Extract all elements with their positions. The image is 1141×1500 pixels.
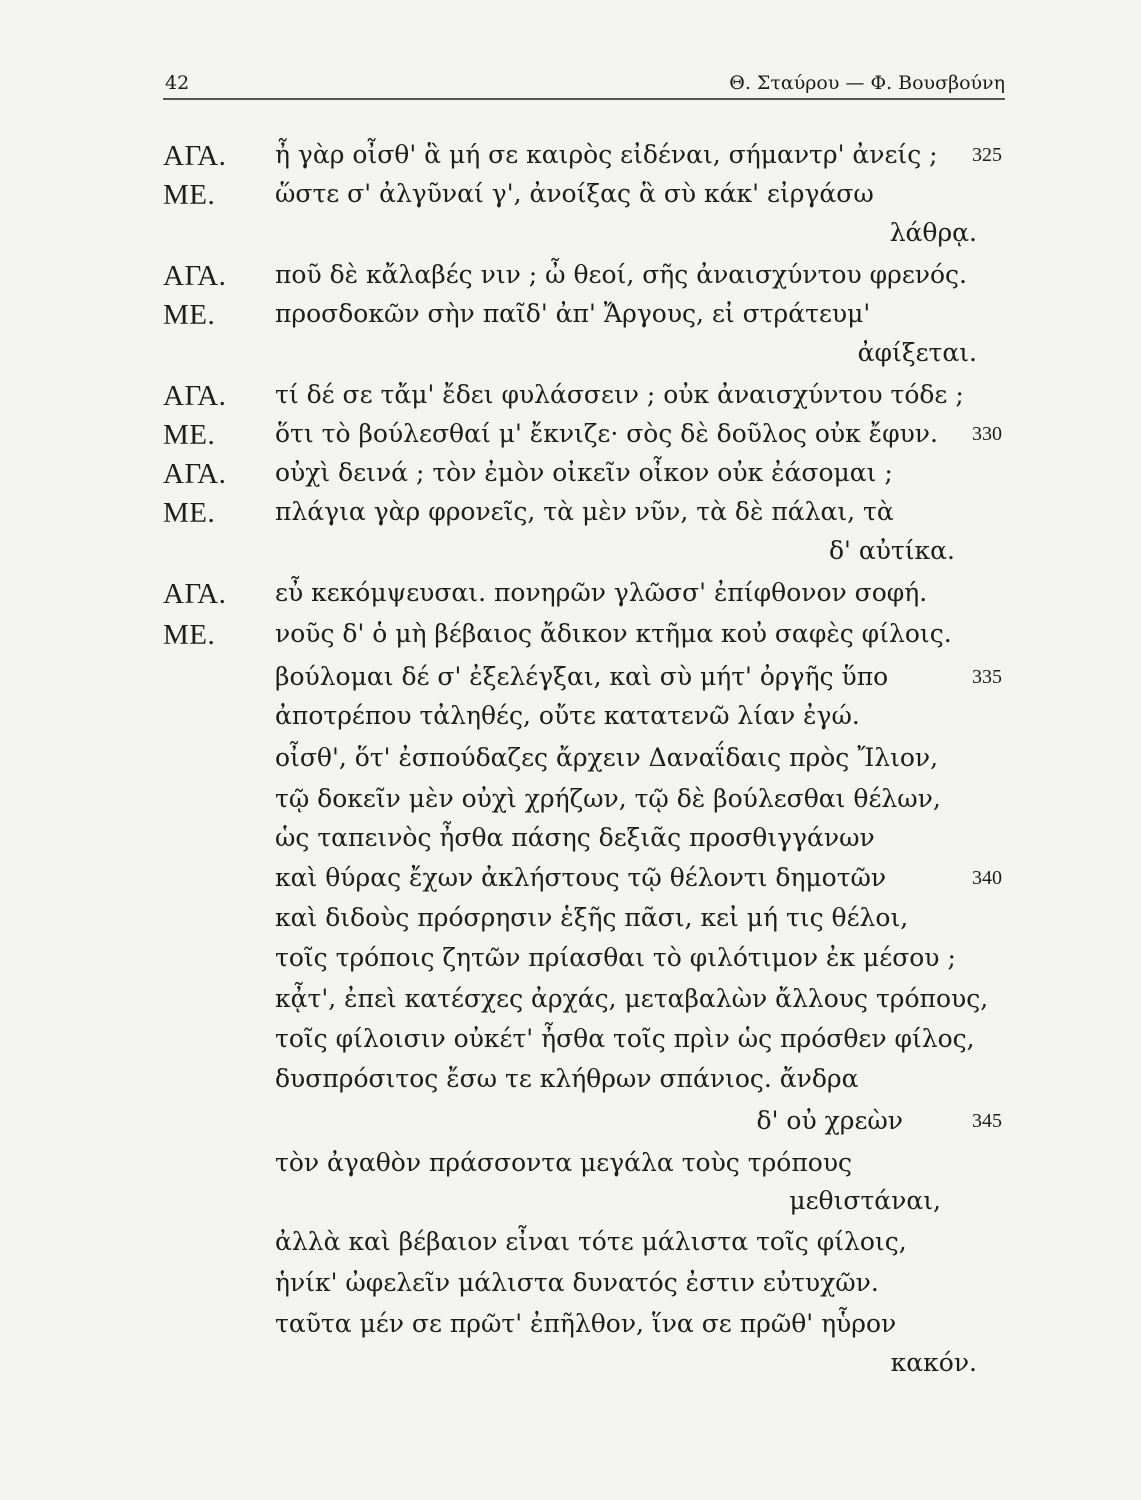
verse-text: εὖ κεκόμψευσαι. πονηρῶν γλῶσσ' ἐπίφθονον σοφή. (275, 578, 928, 607)
verse-text-continuation: μεθιστάναι, (789, 1186, 941, 1215)
verse-line (0, 619, 1141, 655)
verse-line (0, 218, 1141, 254)
page-header (163, 72, 1005, 98)
verse-line (0, 1024, 1141, 1060)
line-number: 330 (972, 423, 1002, 445)
verse-line (0, 1064, 1141, 1100)
line-number: 325 (972, 144, 1002, 166)
verse-text-continuation: ἀφίξεται. (857, 338, 977, 367)
speaker-label: ΑΓΑ. (163, 380, 227, 412)
verse-text: τῷ δοκεῖν μὲν οὐχὶ χρήζων, τῷ δὲ βούλεσθαι θέλων, (275, 784, 941, 813)
running-head: Θ. Σταύρου — Φ. Βουσβούνη (729, 72, 1005, 94)
verse-line (0, 536, 1141, 572)
line-number: 340 (972, 867, 1002, 889)
verse-line (0, 1309, 1141, 1345)
verse-text: τί δέ σε τἄμ' ἔδει φυλάσσειν ; οὐκ ἀναισχύντου τόδε ; (275, 380, 964, 409)
speaker-label: ΜΕ. (163, 497, 216, 529)
verse-text: ἡνίκ' ὠφελεῖν μάλιστα δυνατός ἐστιν εὐτυχῶν. (275, 1268, 879, 1297)
speaker-label: ΜΕ. (163, 419, 216, 451)
verse-text: δυσπρόσιτος ἔσω τε κλήθρων σπάνιος. ἄνδρα (275, 1064, 859, 1093)
verse-line (0, 338, 1141, 374)
verse-text: οὐχὶ δεινά ; τὸν ἐμὸν οἰκεῖν οἶκον οὐκ ἐάσομαι ; (275, 458, 893, 487)
verse-line (0, 984, 1141, 1020)
verse-line (0, 903, 1141, 939)
verse-line (0, 497, 1141, 533)
speaker-label: ΜΕ. (163, 299, 216, 331)
verse-text-continuation: λάθρᾳ. (889, 218, 977, 247)
verse-line (0, 419, 1141, 455)
verse-text: ἀποτρέπου τἀληθές, οὔτε κατατενῶ λίαν ἐγώ. (275, 701, 860, 730)
verse-line (0, 784, 1141, 820)
verse-text: προσδοκῶν σὴν παῖδ' ἀπ' Ἄργους, εἰ στράτευμ' (275, 299, 871, 328)
verse-text-continuation: κακόν. (890, 1348, 977, 1377)
verse-line (0, 662, 1141, 698)
verse-line (0, 578, 1141, 614)
verse-text: ἀλλὰ καὶ βέβαιον εἶναι τότε μάλιστα τοῖς φίλοις, (275, 1227, 907, 1256)
page-number: 42 (165, 72, 190, 94)
verse-line (0, 260, 1141, 296)
line-number: 335 (972, 666, 1002, 688)
verse-line (0, 743, 1141, 779)
verse-text: κᾆτ', ἐπεὶ κατέσχες ἀρχάς, μεταβαλὼν ἄλλους τρόπους, (275, 984, 989, 1013)
verse-text: ὅτι τὸ βούλεσθαί μ' ἔκνιζε· σὸς δὲ δοῦλος οὐκ ἔφυν. (275, 419, 938, 448)
line-number: 345 (972, 1110, 1002, 1132)
verse-text: νοῦς δ' ὁ μὴ βέβαιος ἄδικον κτῆμα κοὐ σαφὲς φίλοις. (275, 619, 952, 648)
verse-line (0, 1186, 1141, 1222)
verse-line (0, 943, 1141, 979)
verse-text: ὡς ταπεινὸς ἦσθα πάσης δεξιᾶς προσθιγγάνων (275, 823, 875, 852)
verse-line (0, 1106, 1141, 1142)
verse-line (0, 458, 1141, 494)
verse-line (0, 1148, 1141, 1184)
speaker-label: ΑΓΑ. (163, 458, 227, 490)
verse-text: καὶ θύρας ἔχων ἀκλήστους τῷ θέλοντι δημοτῶν (275, 863, 887, 892)
speaker-label: ΜΕ. (163, 179, 216, 211)
verse-text-continuation: δ' οὐ χρεὼν (756, 1106, 903, 1135)
verse-line (0, 823, 1141, 859)
verse-text: ταῦτα μέν σε πρῶτ' ἐπῆλθον, ἵνα σε πρῶθ' ηὗρον (275, 1309, 897, 1338)
verse-line (0, 701, 1141, 737)
verse-line (0, 1227, 1141, 1263)
verse-text: ὥστε σ' ἀλγῦναί γ', ἀνοίξας ἃ σὺ κάκ' εἰργάσω (275, 179, 874, 208)
verse-text: τὸν ἀγαθὸν πράσσοντα μεγάλα τοὺς τρόπους (275, 1148, 853, 1177)
verse-text: καὶ διδοὺς πρόσρησιν ἑξῆς πᾶσι, κεἰ μή τις θέλοι, (275, 903, 909, 932)
verse-line (0, 380, 1141, 416)
verse-text: βούλομαι δέ σ' ἐξελέγξαι, καὶ σὺ μήτ' ὀργῆς ὕπο (275, 662, 889, 691)
verse-text: πλάγια γὰρ φρονεῖς, τὰ μὲν νῦν, τὰ δὲ πάλαι, τὰ (275, 497, 894, 526)
speaker-label: ΜΕ. (163, 619, 216, 651)
verse-text: ἦ γὰρ οἶσθ' ἃ μή σε καιρὸς εἰδέναι, σήμαντρ' ἀνείς ; (275, 140, 938, 169)
verse-text: τοῖς φίλοισιν οὐκέτ' ἦσθα τοῖς πρὶν ὡς πρόσθεν φίλος, (275, 1024, 975, 1053)
verse-text: τοῖς τρόποις ζητῶν πρίασθαι τὸ φιλότιμον ἐκ μέσου ; (275, 943, 956, 972)
verse-line (0, 1268, 1141, 1304)
verse-text-continuation: δ' αὐτίκα. (828, 536, 955, 565)
header-rule (163, 98, 1005, 100)
verse-line (0, 299, 1141, 335)
verse-text: οἶσθ', ὅτ' ἐσπούδαζες ἄρχειν Δαναΐδαις πρὸς Ἴλιον, (275, 743, 939, 772)
verse-line (0, 140, 1141, 176)
speaker-label: ΑΓΑ. (163, 260, 227, 292)
verse-line (0, 863, 1141, 899)
verse-text: ποῦ δὲ κἄλαβές νιν ; ὦ θεοί, σῆς ἀναισχύντου φρενός. (275, 260, 967, 289)
verse-line (0, 1348, 1141, 1384)
verse-line (0, 179, 1141, 215)
speaker-label: ΑΓΑ. (163, 578, 227, 610)
speaker-label: ΑΓΑ. (163, 140, 227, 172)
